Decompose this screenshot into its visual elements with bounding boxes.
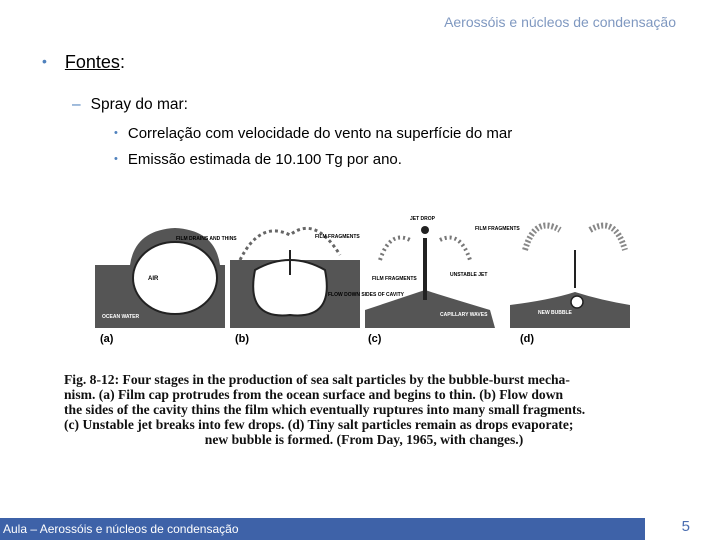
- panel-b-label-film: FILM FRAGMENTS: [315, 234, 360, 240]
- panel-c-letter: (c): [368, 333, 382, 345]
- footer-bar: [0, 518, 645, 540]
- panel-d-label-bubble: NEW BUBBLE: [538, 310, 572, 316]
- spray-label: Spray do mar:: [90, 96, 188, 113]
- panel-c-label-jet: JET DROP: [410, 216, 436, 222]
- panel-a-label-film: FILM DRAINS AND THINS: [176, 236, 237, 242]
- panel-d: [510, 226, 630, 346]
- bullet-fontes: [42, 52, 125, 73]
- bullet-emissao: [114, 151, 402, 168]
- panel-b-letter: (b): [235, 333, 250, 345]
- slide-header-title: Aerossóis e núcleos de condensação: [444, 14, 676, 30]
- panel-c-label-capillary: CAPILLARY WAVES: [440, 312, 488, 318]
- panel-b-label-flow: FLOW DOWN SIDES OF CAVITY: [328, 292, 405, 298]
- fontes-label: Fontes: [64, 52, 120, 72]
- caption-line: Fig. 8-12: Four stages in the production of sea salt particles by the bubble-burst mecha-: [64, 372, 570, 387]
- bullet-dot: •: [114, 127, 118, 139]
- panel-a-label-air: AIR: [148, 276, 159, 282]
- emissao-text: Emissão estimada de 10.100 Tg por ano.: [127, 151, 402, 168]
- correlacao-text: Correlação com velocidade do vento na superfície do mar: [127, 125, 513, 142]
- caption-line: the sides of the cavity thins the film which eventually ruptures into many small fragments.: [64, 402, 586, 417]
- panel-c-label-film-left: FILM FRAGMENTS: [372, 276, 417, 282]
- panel-a-label-ocean: OCEAN WATER: [102, 314, 140, 320]
- figure-caption: [64, 372, 664, 447]
- footer-text: Aula – Aerossóis e núcleos de condensação: [3, 522, 239, 536]
- panel-a-letter: (a): [100, 333, 114, 345]
- bullet-dot: •: [42, 53, 47, 69]
- fontes-colon: :: [119, 52, 125, 72]
- bullet-dash: –: [72, 96, 81, 113]
- panel-a: [95, 228, 237, 345]
- panel-c-label-unstable: UNSTABLE JET: [450, 272, 488, 278]
- caption-line: new bubble is formed. (From Day, 1965, with changes.): [204, 432, 524, 447]
- caption-line: (c) Unstable jet breaks into few drops. (d) Tiny salt particles remain as drops evaporate;: [64, 417, 574, 432]
- caption-line: nism. (a) Film cap protrudes from the ocean surface and begins to thin. (b) Flow down: [64, 387, 564, 402]
- panel-c-label-film-top: FILM FRAGMENTS: [475, 226, 520, 232]
- bullet-dot: •: [114, 153, 118, 165]
- panel-d-letter: (d): [520, 333, 535, 345]
- bullet-spray-do-mar: [72, 96, 188, 114]
- bubble-burst-figure: [90, 210, 630, 350]
- bullet-correlacao: [114, 125, 512, 142]
- page-number: 5: [681, 518, 690, 535]
- panel-c: [365, 216, 520, 345]
